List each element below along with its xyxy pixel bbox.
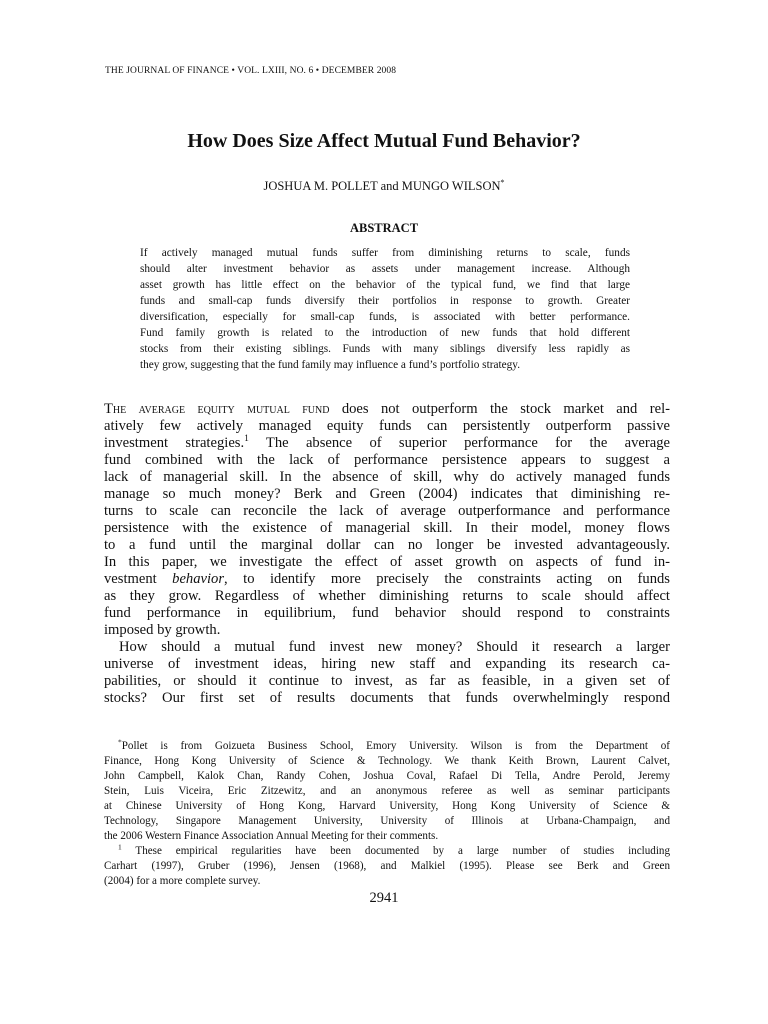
footnote-line: Carhart (1997), Gruber (1996), Jensen (1968), and Malkiel (1995). Please see Berk and Green (104, 860, 670, 872)
body-line: The average equity mutual fund does not outperform the stock market and rel- (104, 401, 670, 417)
body-line: persistence with the existence of managerial skill. In their model, money flows (104, 520, 670, 536)
abstract-heading: ABSTRACT (349, 221, 419, 235)
body-line: investment strategies.$^1$ The absence of superior performance for the average (104, 434, 670, 451)
footnote-line: John Campbell, Kalok Chan, Randy Cohen, Joshua Coval, Rafael Di Tella, Andre Perold, Jeremy (104, 770, 670, 782)
footnote-line: Stein, Luis Viceira, Eric Zitzewitz, and an anonymous referee as well as seminar participants (104, 785, 670, 797)
body-line: stocks? Our first set of results documents that funds overwhelmingly respond (104, 690, 670, 706)
body-line: In this paper, we investigate the effect of asset growth on aspects of fund in- (104, 554, 670, 570)
body-line: lack of managerial skill. In the absence of skill, why do actively managed funds (104, 469, 670, 485)
body-line: manage so much money? Berk and Green (2004) indicates that diminishing re- (104, 486, 670, 502)
body-line: as they grow. Regardless of whether diminishing returns to scale should affect (104, 588, 670, 604)
abstract-line: stocks from their existing siblings. Funds with many siblings diversify less rapidly as (140, 343, 630, 355)
footnote-ref-1: 1 (244, 434, 249, 445)
abstract-line: Fund family growth is related to the introduction of new funds that hold different (140, 327, 630, 339)
running-head: THE JOURNAL OF FINANCE • VOL. LXIII, NO. 6 • DECEMBER 2008 (105, 66, 397, 76)
footnote-line: Finance, Hong Kong University of Science & Technology. We thank Keith Brown, Laurent Calvet, (104, 755, 670, 767)
abstract-line: should alter investment behavior as assets under management increase. Although (140, 263, 630, 275)
body-line: fund combined with the lack of performance persistence appears to suggest a (104, 452, 670, 468)
footnote-line: the 2006 Western Finance Association Annual Meeting for their comments. (104, 830, 439, 842)
abstract-line: asset growth has little effect on the behavior of the typical fund, we find that large (140, 279, 630, 291)
lead-in: The average equity mutual fund (104, 401, 330, 417)
abstract-line: funds and small-cap funds diversify their portfolios in response to growth. Greater (140, 295, 630, 307)
emphasis-behavior: behavior (172, 571, 225, 587)
body-line: imposed by growth. (104, 622, 221, 638)
footnote-star-mark: * (118, 737, 122, 747)
footnote-1-mark: 1 (118, 842, 122, 852)
author-footnote-mark: * (500, 178, 505, 187)
body-line: How should a mutual fund invest new money? Should it research a larger (119, 639, 670, 655)
footnote-line: Technology, Singapore Management University, University of Illinois at Urbana-Champaign, and (104, 815, 670, 827)
body-line: vestment behavior, to identify more precisely the constraints acting on funds (104, 571, 670, 587)
body-line: universe of investment ideas, hiring new staff and expanding its research ca- (104, 656, 670, 672)
body-line: pabilities, or should it continue to invest, as far as feasible, in a given set of (104, 673, 670, 689)
body-line: fund performance in equilibrium, fund behavior should respond to constraints (104, 605, 670, 621)
body-line: turns to scale can reconcile the lack of average outperformance and performance (104, 503, 670, 519)
page-number: 2941 (369, 890, 399, 906)
body-line: atively few actively managed equity funds can persistently outperform passive (104, 418, 670, 434)
footnote-line: at Chinese University of Hong Kong, Harvard University, Hong Kong University of Science & (104, 800, 670, 812)
footnote-line: (2004) for a more complete survey. (104, 875, 261, 887)
footnote-line: *Pollet is from Goizueta Business School, Emory University. Wilson is from the Department of (118, 737, 670, 752)
paper-title: How Does Size Affect Mutual Fund Behavior? (187, 130, 581, 152)
abstract-line: If actively managed mutual funds suffer from diminishing returns to scale, funds (140, 247, 630, 259)
abstract-line: they grow, suggesting that the fund family may influence a fund’s portfolio strategy. (140, 359, 521, 371)
author-line (0, 178, 768, 194)
abstract-line: diversification, especially for small-cap funds, is associated with better performance. (140, 311, 630, 323)
footnote-line: $^1$ These empirical regularities have been documented by a large number of studies including (118, 842, 671, 857)
body-line: to a fund until the marginal dollar can no longer be invested advantageously. (104, 537, 670, 553)
author-names: JOSHUA M. POLLET and MUNGO WILSON (263, 179, 501, 194)
